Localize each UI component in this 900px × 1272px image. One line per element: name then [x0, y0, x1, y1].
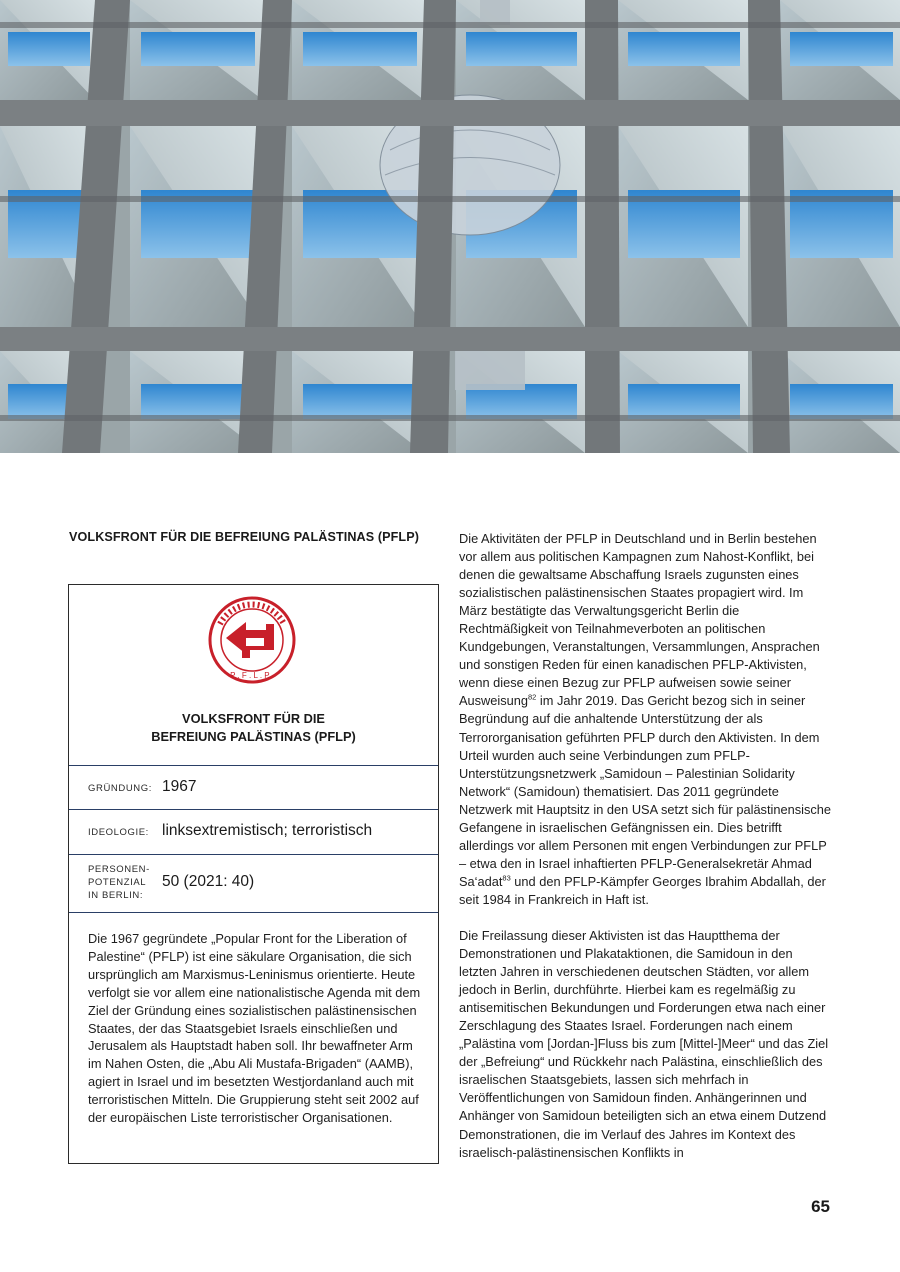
pflp-logo-icon: [206, 594, 298, 686]
page-number: 65: [811, 1197, 830, 1216]
founded-row: [69, 765, 438, 809]
skylight-photo: [0, 0, 900, 453]
potential-label-line-2: POTENZIAL: [88, 877, 147, 888]
body-paragraph-1-part-b: im Jahr 2019. Das Gericht bezog sich in seiner Begründung auf die anhaltende Unterstützung der als Terrororganisation geführten PFLP durch den Aktivisten. In dem Urteil wurden auch seine Verbindungen zum PFLP-Unterstützungsnetzwerk „Samidoun – Palestinian Solidarity Network“ (Samidoun) thematisiert. Das 2011 gegründete Netzwerk mit Hauptsitz in den USA setzt sich für palästinensische Gefangene in israelischen Gefängnissen ein. Dies betrifft allerdings vor allem Personen mit engen Verbindungen zur PFLP – etwa den in Israel inhaftierten PFLP-Generalsekretär Ahmad Sa‘adat: [459, 693, 831, 889]
founded-value: 1967: [162, 778, 197, 795]
profile-title-line-1: VOLKSFRONT FÜR DIE: [182, 711, 325, 726]
body-paragraph-1-part-a: Die Aktivitäten der PFLP in Deutschland und in Berlin bestehen vor allem aus politischen Kampagnen zum Nahost-Konflikt, bei denen die gewaltsame Abschaffung Israels zugunsten eines sozialistischen palästinensischen Staates propagiert wird. Im März bestätigte das Verwaltungsgericht Berlin die Rechtmäßigkeit von Teilnahmeverboten an politischen Kundgebungen, Veranstaltungen, Versammlungen, Ansprachen und sonstigen Reden für einen kanadischen PFLP-Aktivisten, wenn diese einen Bezug zur PFLP aufweisen sowie seiner Ausweisung: [459, 531, 820, 709]
footnote-83[interactable]: 83: [502, 873, 511, 883]
potential-value: 50 (2021: 40): [162, 873, 255, 890]
body-paragraph-2: Die Freilassung dieser Aktivisten ist das Hauptthema der Demonstrationen und Plakataktionen, die Samidoun in den letzten Jahren in verschiedenen deutschen Städten, vor allem jedoch in Berlin, durchführte. Hierbei kam es regelmäßig zu antisemitischen Bekundungen und Forderungen etwa nach einer Zerschlagung des Staates Israel. Forderungen nach einem „Palästina vom [Jordan-]Fluss bis zum [Mittel-]Meer“ und das Ziel der „Befreiung“ und Rückkehr nach Palästina, einschließlich des israelischen Staatsgebiets, lassen sich mehrfach in Veröffentlichungen von Samidoun finden. Anhängerinnen und Anhänger von Samidoun beteiligten sich an etwa einem Dutzend Demonstrationen, die im Verlauf des Jahres im Kontext des israelisch-palästinensischen Konflikts in: [459, 927, 829, 1160]
profile-title: [69, 710, 438, 746]
header-photo: [0, 0, 900, 453]
ideology-row: [69, 809, 438, 854]
profile-description: [88, 930, 422, 1127]
ideology-value: linksextremistisch; terroristisch: [162, 822, 373, 839]
body-text: [459, 530, 831, 1180]
body-paragraph-1-part-c: und den PFLP-Kämpfer Georges Ibrahim Abdallah, der seit 1984 in Frankreich in Haft ist.: [459, 873, 826, 907]
body-paragraph-1: [459, 530, 831, 909]
founded-label: GRÜNDUNG:: [88, 783, 152, 794]
profile-description-text: Die 1967 gegründete „Popular Front for the Liberation of Palestine“ (PFLP) ist eine säkulare Organisation, die sich ursprünglich am Marxismus-Leninismus orientierte. Heute verfolgt sie vor allem eine nationalistische Agenda mit dem Ziel der Gründung eines sozialistischen palästinensischen Staates, der das Staatsgebiet Israels einschließen und Jerusalem als Hauptstadt haben soll. Ihr bewaffneter Arm im Nahen Osten, die „Abu Ali Mustafa-Brigaden“ (AAMB), agiert in Israel und im besetzten Westjordanland auch mit terroristischen Mitteln. Die Gruppierung steht seit 2002 auf der europäischen Liste terroristischer Organisationen.: [88, 931, 421, 1126]
profile-box: [68, 584, 439, 1164]
footnote-82[interactable]: 82: [528, 693, 537, 703]
ideology-label: IDEOLOGIE:: [88, 827, 149, 838]
potential-label-line-3: IN BERLIN:: [88, 890, 144, 901]
profile-title-line-2: BEFREIUNG PALÄSTINAS (PFLP): [151, 729, 356, 744]
section-title: VOLKSFRONT FÜR DIE BEFREIUNG PALÄSTINAS (PFLP): [69, 530, 419, 544]
logo-letters: P . F . L . P .: [230, 671, 274, 680]
profile-header: [69, 585, 438, 765]
potential-label-line-1: PERSONEN-: [88, 864, 150, 875]
potential-label: [88, 863, 158, 902]
potential-row: [69, 854, 438, 913]
